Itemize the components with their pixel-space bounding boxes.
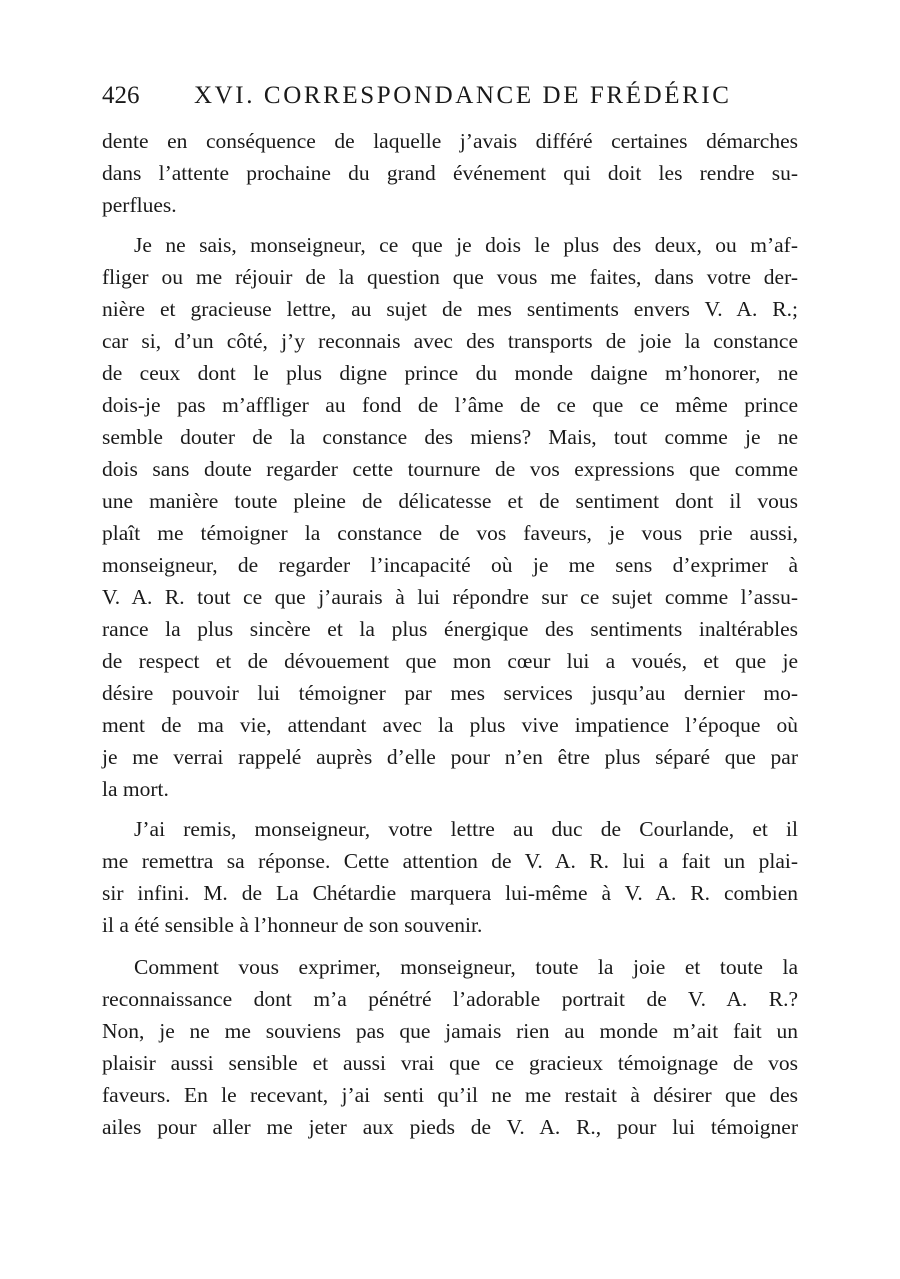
text-line: dois-je pas m’affliger au fond de l’âme de ce que ce même prince	[102, 393, 798, 417]
text-line: je me verrai rappelé auprès d’elle pour n’en être plus séparé que par	[102, 745, 798, 769]
text-line: reconnaissance dont m’a pénétré l’adorable portrait de V. A. R.?	[102, 987, 798, 1011]
text-line: sir infini. M. de La Chétardie marquera lui-même à V. A. R. combien	[102, 881, 798, 905]
running-head	[102, 82, 802, 118]
text-line: J’ai remis, monseigneur, votre lettre au duc de Courlande, et il	[134, 817, 798, 841]
paragraph-gap	[102, 805, 798, 813]
paragraph-gap	[102, 941, 798, 951]
text-line: car si, d’un côté, j’y reconnais avec des transports de joie la constance	[102, 329, 798, 353]
text-line: Je ne sais, monseigneur, ce que je dois le plus des deux, ou m’af-	[134, 233, 798, 257]
text-line: nière et gracieuse lettre, au sujet de mes sentiments envers V. A. R.;	[102, 297, 798, 321]
text-line: dois sans doute regarder cette tournure de vos expressions que comme	[102, 457, 798, 481]
text-line: de respect et de dévouement que mon cœur lui a voués, et que je	[102, 649, 798, 673]
text-line: faveurs. En le recevant, j’ai senti qu’il ne me restait à désirer que des	[102, 1083, 798, 1107]
paragraph	[102, 813, 798, 941]
text-line: dente en conséquence de laquelle j’avais différé certaines démarches	[102, 129, 798, 153]
running-title: XVI. CORRESPONDANCE DE FRÉDÉRIC	[194, 82, 732, 109]
paragraph	[102, 229, 798, 805]
text-line: ailes pour aller me jeter aux pieds de V. A. R., pour lui témoigner	[102, 1115, 798, 1139]
text-line: la mort.	[102, 777, 169, 801]
text-line: rance la plus sincère et la plus énergique des sentiments inaltérables	[102, 617, 798, 641]
text-line: fliger ou me réjouir de la question que vous me faites, dans votre der-	[102, 265, 798, 289]
text-line: désire pouvoir lui témoigner par mes services jusqu’au dernier mo-	[102, 681, 798, 705]
paragraph-gap	[102, 221, 798, 229]
paragraph	[102, 951, 798, 1143]
text-line: plaisir aussi sensible et aussi vrai que ce gracieux témoignage de vos	[102, 1051, 798, 1075]
body-text	[102, 125, 798, 1143]
text-line: monseigneur, de regarder l’incapacité où je me sens d’exprimer à	[102, 553, 798, 577]
text-line: dans l’attente prochaine du grand événement qui doit les rendre su-	[102, 161, 798, 185]
text-line: plaît me témoigner la constance de vos faveurs, je vous prie aussi,	[102, 521, 798, 545]
text-line: Comment vous exprimer, monseigneur, toute la joie et toute la	[134, 955, 798, 979]
text-line: ment de ma vie, attendant avec la plus vive impatience l’époque où	[102, 713, 798, 737]
text-line: V. A. R. tout ce que j’aurais à lui répondre sur ce sujet comme l’assu-	[102, 585, 798, 609]
text-line: semble douter de la constance des miens? Mais, tout comme je ne	[102, 425, 798, 449]
paragraph	[102, 125, 798, 221]
text-line: perflues.	[102, 193, 177, 217]
text-line: Non, je ne me souviens pas que jamais rien au monde m’ait fait un	[102, 1019, 798, 1043]
text-line: il a été sensible à l’honneur de son souvenir.	[102, 913, 483, 937]
text-line: de ceux dont le plus digne prince du monde daigne m’honorer, ne	[102, 361, 798, 385]
text-line: une manière toute pleine de délicatesse et de sentiment dont il vous	[102, 489, 798, 513]
page-number: 426	[102, 82, 140, 109]
text-line: me remettra sa réponse. Cette attention de V. A. R. lui a fait un plai-	[102, 849, 798, 873]
